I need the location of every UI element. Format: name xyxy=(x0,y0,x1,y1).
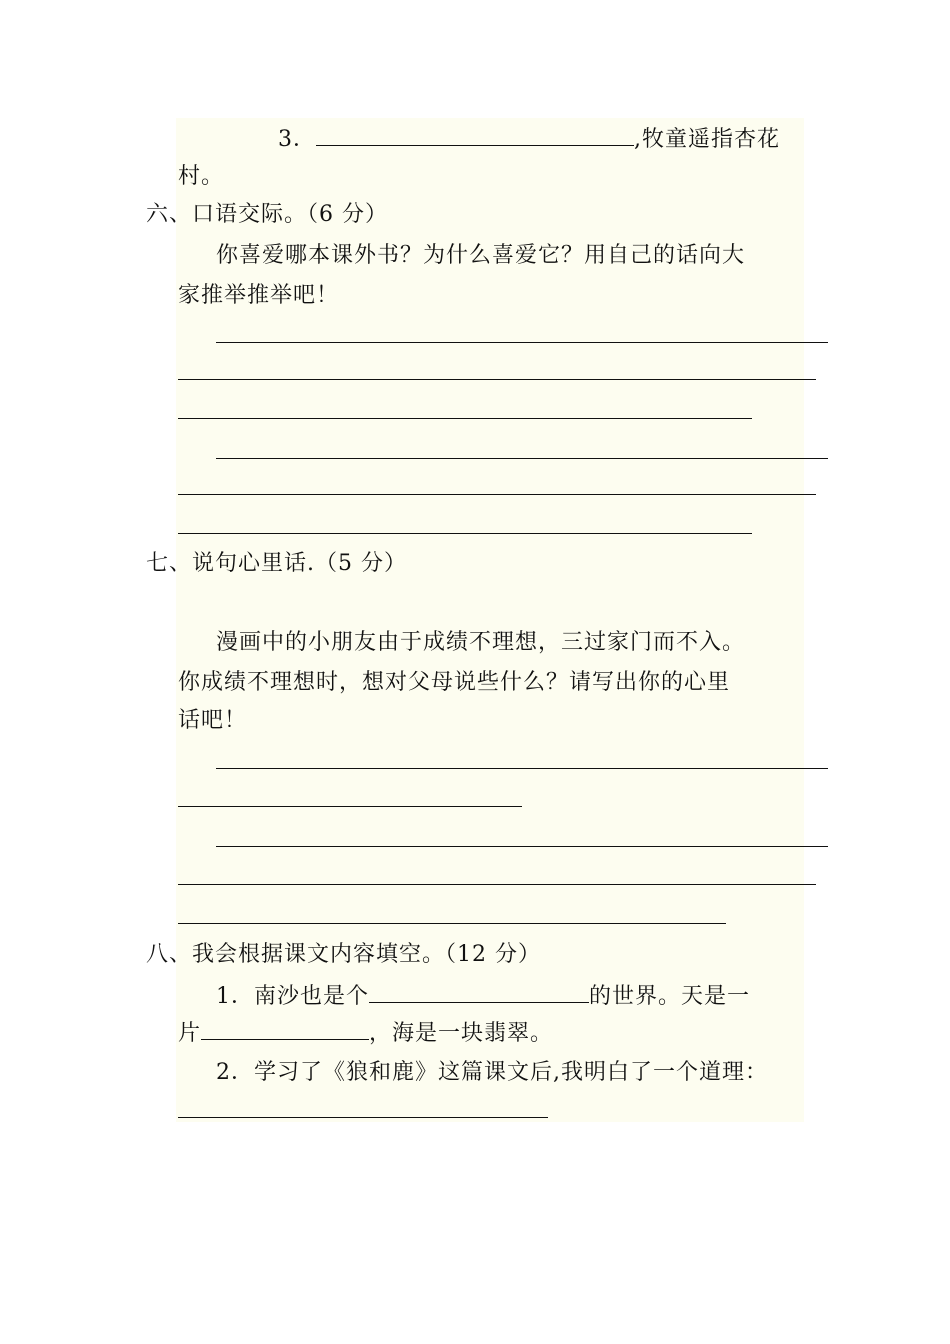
q1-text-d: ，海是一块翡翠。 xyxy=(369,1021,554,1046)
q1-text-b: 的世界。天是一 xyxy=(589,984,751,1009)
answer-line[interactable] xyxy=(216,342,828,343)
answer-line[interactable] xyxy=(216,768,828,769)
answer-line[interactable] xyxy=(178,1117,548,1118)
q1-text-c: 片 xyxy=(178,1021,202,1046)
answer-line[interactable] xyxy=(178,379,816,380)
answer-line[interactable] xyxy=(178,418,752,419)
answer-line[interactable] xyxy=(178,923,726,924)
section7-prompt-line1: 漫画中的小朋友由于成绩不理想，三过家门而不入。 xyxy=(216,630,746,655)
section8-q1-line1 xyxy=(216,982,750,1011)
answer-line[interactable] xyxy=(216,846,828,847)
item3-line xyxy=(278,125,780,154)
q1-text-a: 1．南沙也是个 xyxy=(216,984,369,1009)
section7-prompt-line3: 话吧！ xyxy=(178,708,248,733)
answer-line[interactable] xyxy=(178,806,522,807)
answer-line[interactable] xyxy=(178,494,816,495)
item3-number: 3． xyxy=(278,127,316,152)
answer-line[interactable] xyxy=(216,458,828,459)
section6-heading: 六、口语交际。（6 分） xyxy=(146,202,388,227)
q1-blank-2[interactable] xyxy=(201,1019,369,1040)
answer-line[interactable] xyxy=(178,884,816,885)
section6-prompt-line1: 你喜爱哪本课外书？为什么喜爱它？用自己的话向大 xyxy=(216,243,746,268)
section6-prompt-line2: 家推举推举吧！ xyxy=(178,283,340,308)
section7-heading: 七、说句心里话.（5 分） xyxy=(146,551,407,576)
section8-q1-line2 xyxy=(178,1019,553,1048)
section8-heading: 八、我会根据课文内容填空。（12 分） xyxy=(146,942,541,967)
answer-line[interactable] xyxy=(178,533,752,534)
section8-q2: 2．学习了《狼和鹿》这篇课文后,我明白了一个道理： xyxy=(216,1060,768,1085)
q1-blank-1[interactable] xyxy=(369,982,589,1003)
item3-blank[interactable] xyxy=(316,125,634,146)
item3-continuation: 村。 xyxy=(178,164,225,189)
section7-prompt-line2: 你成绩不理想时，想对父母说些什么？请写出你的心里 xyxy=(178,670,731,695)
item3-text: ,牧童遥指杏花 xyxy=(634,127,780,152)
